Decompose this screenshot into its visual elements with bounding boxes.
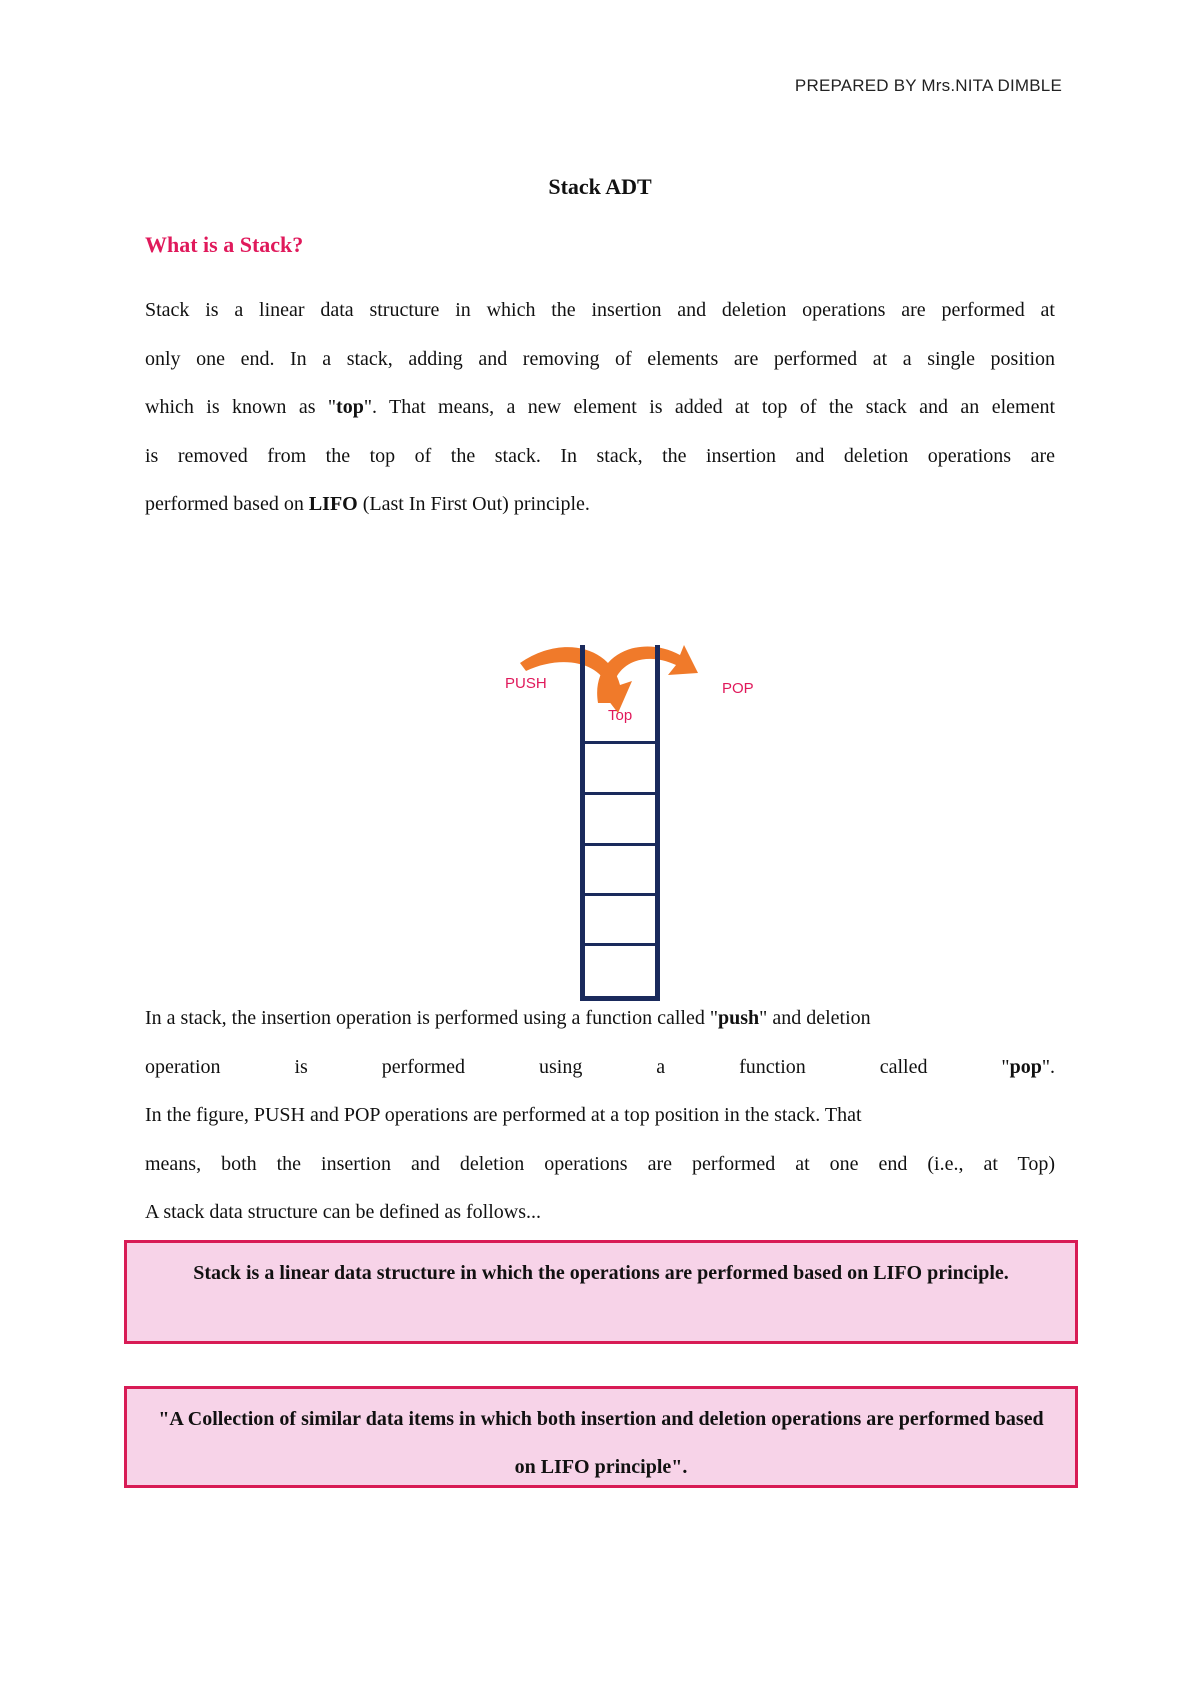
pop-label: POP [722, 680, 754, 697]
stack-slot-divider [580, 741, 660, 744]
lifo-keyword: LIFO [308, 493, 358, 515]
page-title: Stack ADT [548, 174, 652, 199]
para2-line2: operation is performed using a function called "pop". [145, 1055, 1055, 1078]
top-keyword: top [336, 396, 364, 418]
para1-line1: Stack is a linear data structure in which the insertion and deletion operations are performed at [145, 299, 1055, 321]
para1-line5: performed based on LIFO (Last In First Out) principle. [145, 493, 590, 515]
stack-slot-divider [580, 893, 660, 896]
para2-line5: A stack data structure can be defined as follows... [145, 1201, 541, 1223]
stack-slot-divider [580, 792, 660, 795]
push-keyword: push [718, 1007, 760, 1029]
stack-slot-divider [580, 943, 660, 946]
para2-line4: means, both the insertion and deletion operations are performed at one end (i.e., at Top) [145, 1152, 1055, 1175]
pop-keyword: pop [1009, 1055, 1042, 1078]
para1-line4: is removed from the top of the stack. In stack, the insertion and deletion operations are [145, 444, 1055, 467]
stack-right-wall [655, 645, 660, 1000]
section-heading: What is a Stack? [145, 232, 304, 257]
push-pop-paragraph [145, 994, 1055, 1237]
intro-paragraph [145, 286, 1055, 529]
para2-line1: In a stack, the insertion operation is performed using a function called "push" and deletion [145, 1007, 871, 1029]
para2-line3: In the figure, PUSH and POP operations are performed at a top position in the stack. That [145, 1104, 862, 1126]
stack-left-wall [580, 645, 585, 1000]
stack-diagram [480, 625, 780, 1005]
page-header: PREPARED BY Mrs.NITA DIMBLE [794, 76, 1062, 95]
stack-slot-divider [580, 843, 660, 846]
para1-line3: which is known as "top". That means, a new element is added at top of the stack and an element [145, 396, 1055, 418]
push-label: PUSH [505, 675, 547, 692]
top-label: Top [608, 707, 633, 724]
definition-box-1: Stack is a linear data structure in which the operations are performed based on LIFO principle. [124, 1240, 1078, 1344]
para1-line2: only one end. In a stack, adding and removing of elements are performed at a single position [145, 347, 1055, 370]
definition-box-2: "A Collection of similar data items in which both insertion and deletion operations are performed based on LIFO principle". [124, 1386, 1078, 1488]
